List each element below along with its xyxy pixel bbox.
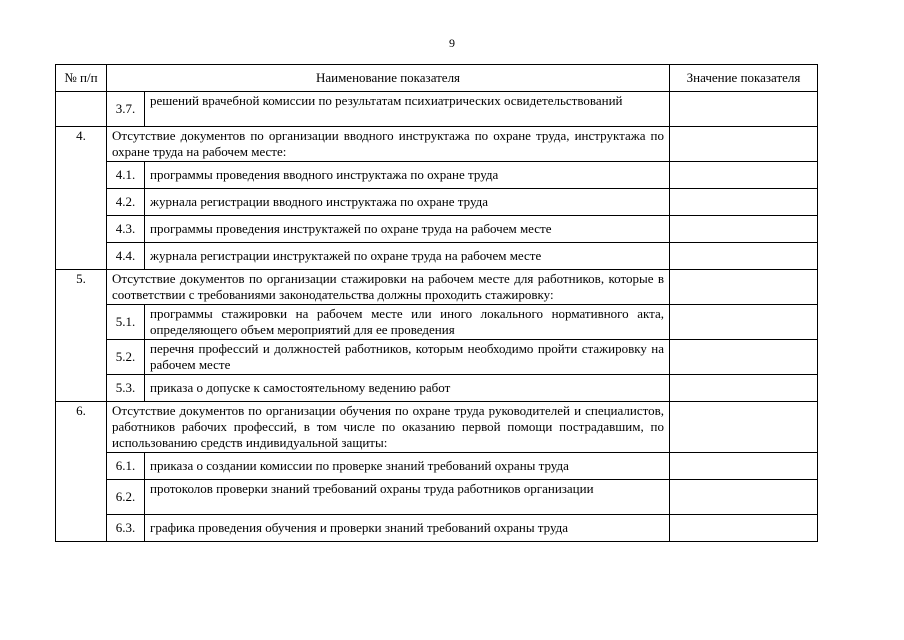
- value-cell: [670, 480, 818, 515]
- value-cell: [670, 402, 818, 453]
- value-cell: [670, 515, 818, 542]
- table-row: [56, 270, 818, 305]
- value-cell: [670, 216, 818, 243]
- row-text: программы стажировки на рабочем месте или иного локального нормативного акта, определяющего объем мероприятий для ее проведения: [145, 305, 670, 340]
- sub-num-cell: 4.4.: [107, 243, 145, 270]
- sub-num-cell: 5.3.: [107, 375, 145, 402]
- sub-num-cell: 4.3.: [107, 216, 145, 243]
- num-cell: 4.: [56, 127, 107, 270]
- row-text: Отсутствие документов по организации стажировки на рабочем месте для работников, которые в соответствии с требованиями законодательства должны проходить стажировку:: [107, 270, 670, 305]
- table-row: [56, 216, 818, 243]
- header-num: № п/п: [56, 65, 107, 92]
- indicators-table: [55, 64, 818, 542]
- value-cell: [670, 453, 818, 480]
- row-text: Отсутствие документов по организации обучения по охране труда руководителей и специалистов, работников рабочих профессий, в том числе по оказанию первой помощи пострадавшим, по использованию средств индивидуальной защиты:: [107, 402, 670, 453]
- table-row: [56, 340, 818, 375]
- table-row: [56, 375, 818, 402]
- table-row: [56, 162, 818, 189]
- sub-num-cell: 4.2.: [107, 189, 145, 216]
- row-text: Отсутствие документов по организации вводного инструктажа по охране труда, инструктажа по охране труда на рабочем месте:: [107, 127, 670, 162]
- num-cell: [56, 92, 107, 127]
- row-text: перечня профессий и должностей работников, которым необходимо пройти стажировку на рабочем месте: [145, 340, 670, 375]
- value-cell: [670, 270, 818, 305]
- table-header-row: [56, 65, 818, 92]
- row-text: журнала регистрации инструктажей по охране труда на рабочем месте: [145, 243, 670, 270]
- header-value: Значение показателя: [670, 65, 818, 92]
- row-text: приказа о допуске к самостоятельному ведению работ: [145, 375, 670, 402]
- value-cell: [670, 189, 818, 216]
- value-cell: [670, 305, 818, 340]
- value-cell: [670, 375, 818, 402]
- sub-num-cell: 4.1.: [107, 162, 145, 189]
- sub-num-cell: 3.7.: [107, 92, 145, 127]
- row-text: программы проведения инструктажей по охране труда на рабочем месте: [145, 216, 670, 243]
- table-row: [56, 480, 818, 515]
- table-row: [56, 92, 818, 127]
- sub-num-cell: 5.1.: [107, 305, 145, 340]
- row-text: протоколов проверки знаний требований охраны труда работников организации: [145, 480, 670, 515]
- value-cell: [670, 340, 818, 375]
- table-row: [56, 243, 818, 270]
- value-cell: [670, 92, 818, 127]
- table-row: [56, 515, 818, 542]
- table-row: [56, 189, 818, 216]
- sub-num-cell: 6.1.: [107, 453, 145, 480]
- table-row: [56, 305, 818, 340]
- value-cell: [670, 127, 818, 162]
- value-cell: [670, 243, 818, 270]
- header-name: Наименование показателя: [107, 65, 670, 92]
- row-text: программы проведения вводного инструктажа по охране труда: [145, 162, 670, 189]
- table-row: [56, 127, 818, 162]
- sub-num-cell: 6.2.: [107, 480, 145, 515]
- num-cell: 6.: [56, 402, 107, 542]
- row-text: журнала регистрации вводного инструктажа по охране труда: [145, 189, 670, 216]
- page-number: 9: [449, 36, 455, 50]
- row-text: графика проведения обучения и проверки знаний требований охраны труда: [145, 515, 670, 542]
- table-row: [56, 402, 818, 453]
- row-text: приказа о создании комиссии по проверке знаний требований охраны труда: [145, 453, 670, 480]
- sub-num-cell: 6.3.: [107, 515, 145, 542]
- value-cell: [670, 162, 818, 189]
- table-row: [56, 453, 818, 480]
- sub-num-cell: 5.2.: [107, 340, 145, 375]
- row-text: решений врачебной комиссии по результатам психиатрических освидетельствований: [145, 92, 670, 127]
- num-cell: 5.: [56, 270, 107, 402]
